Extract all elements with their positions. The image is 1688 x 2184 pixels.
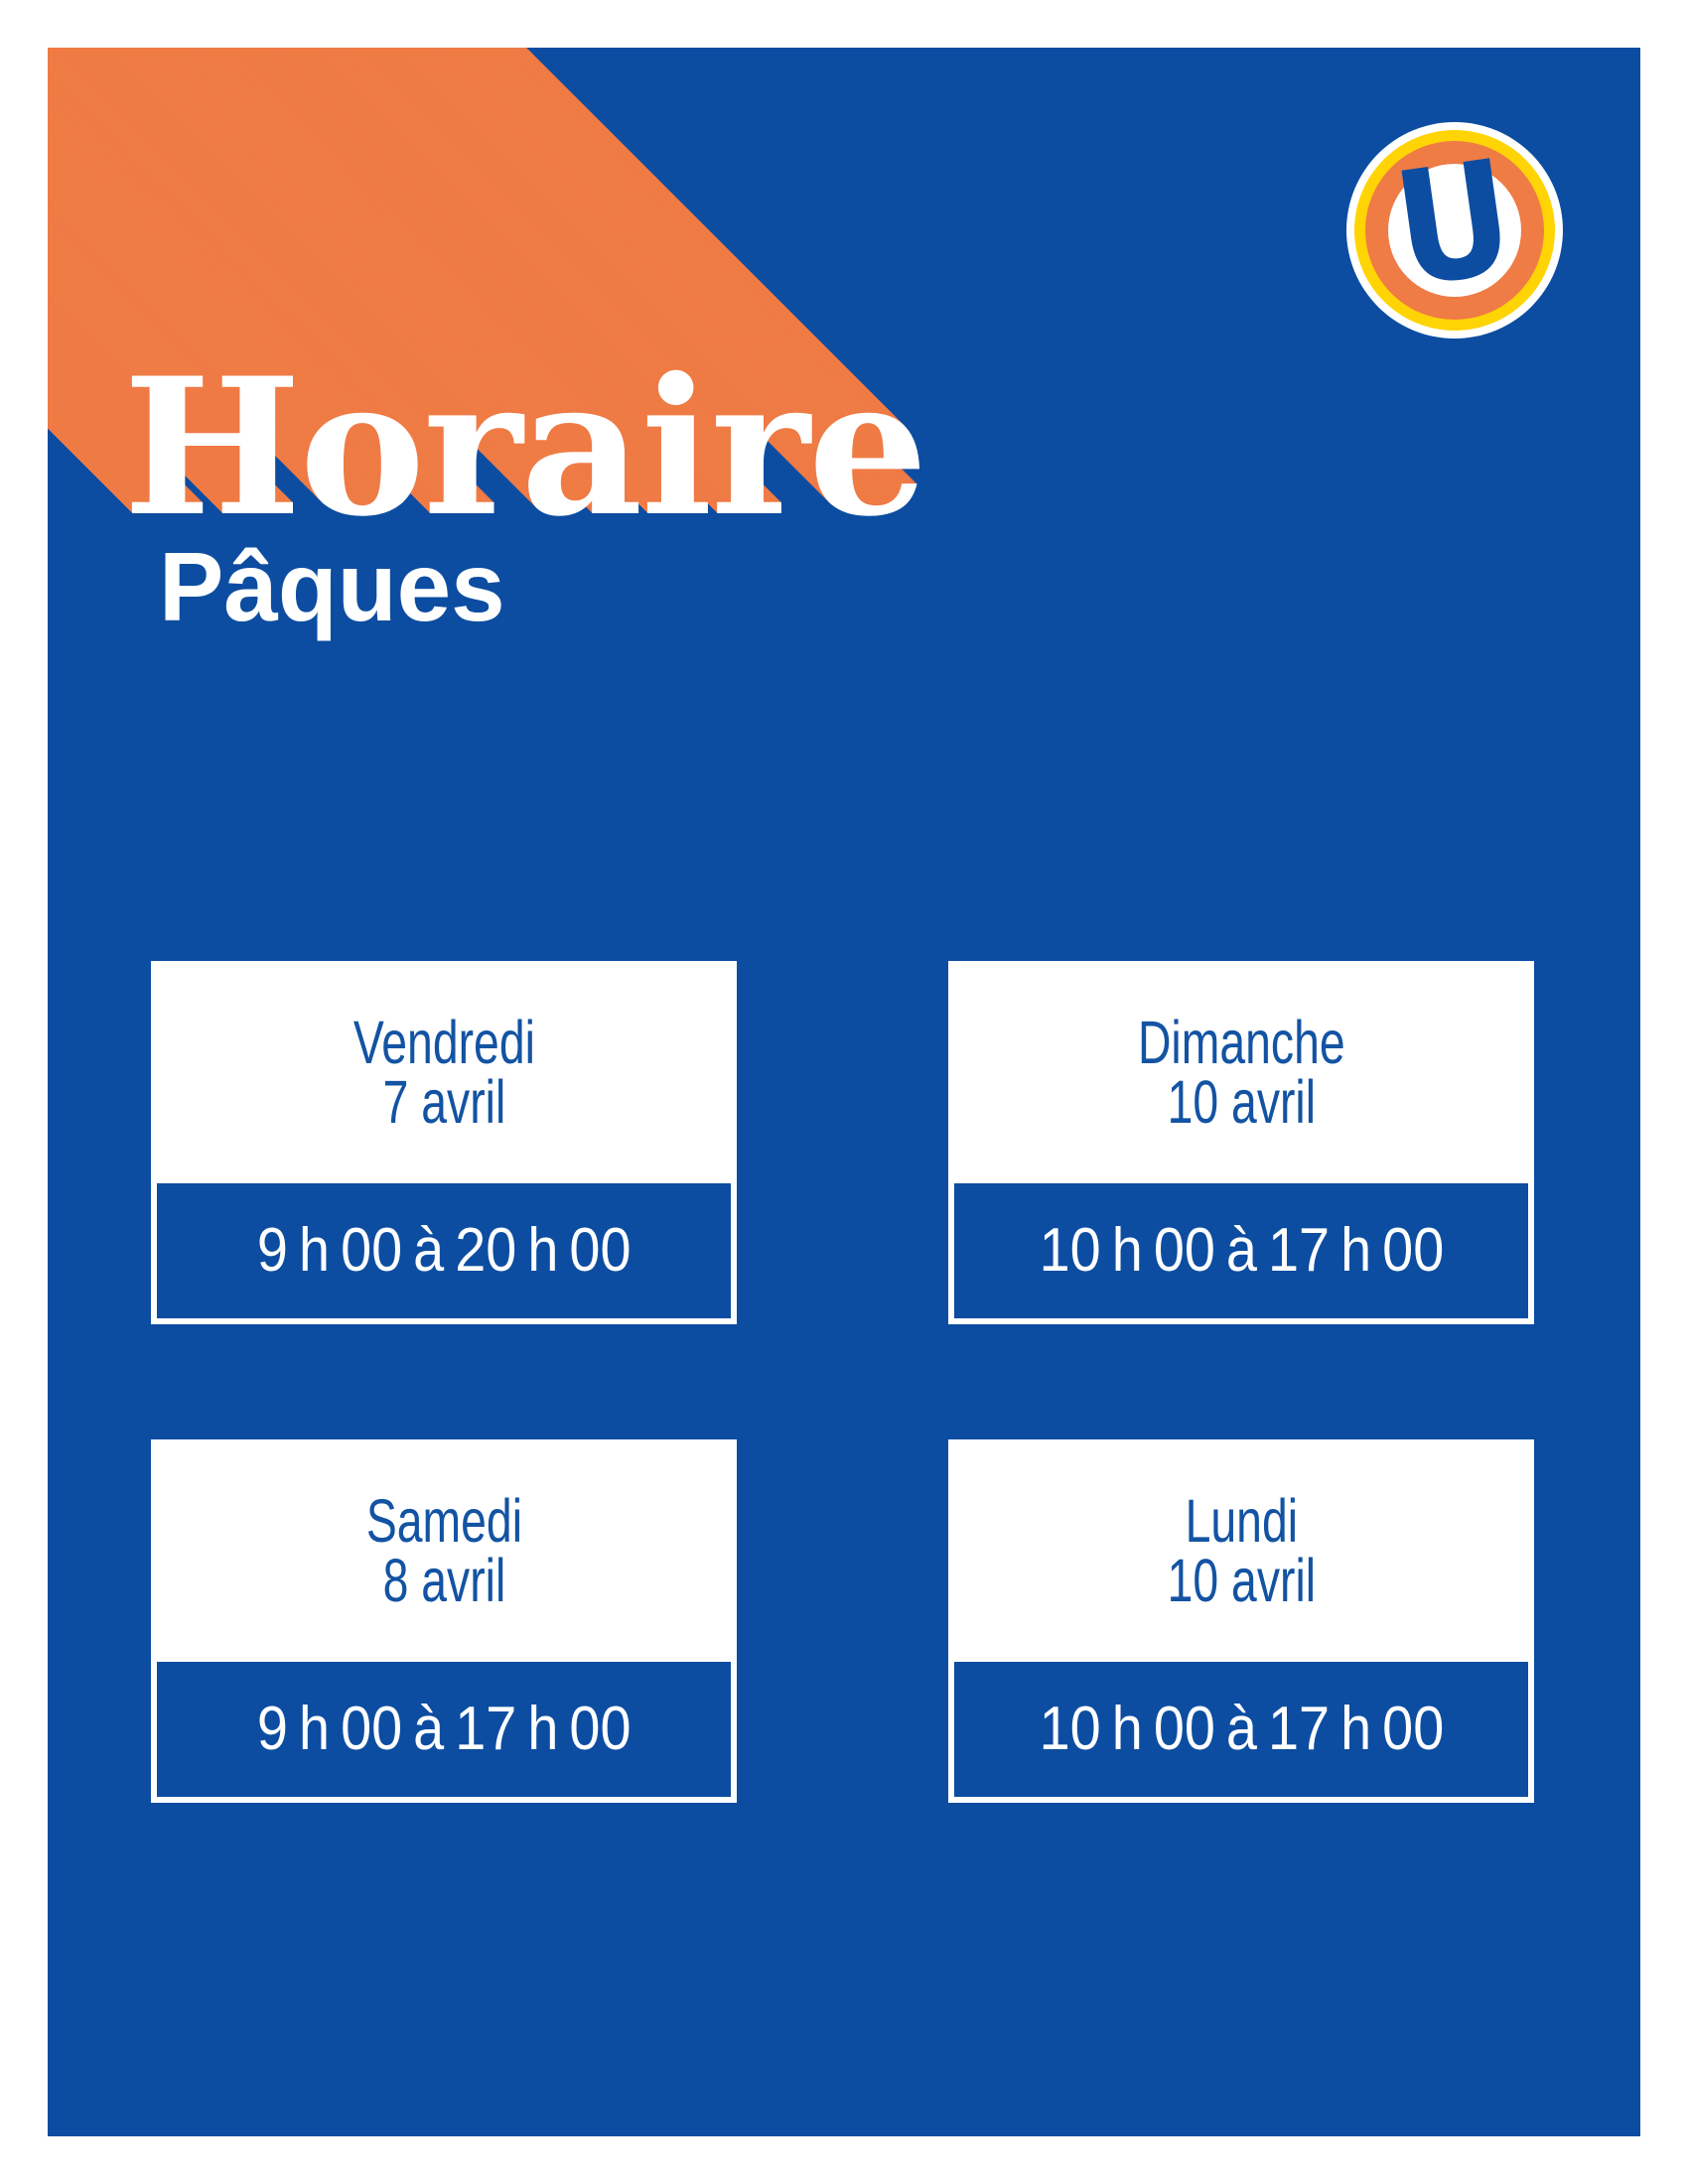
card-day-block	[352, 1009, 535, 1136]
card-day-section	[948, 961, 1534, 1183]
card-day-block	[1137, 1009, 1345, 1136]
card-day-date: 8 avril	[382, 1547, 505, 1614]
card-hours-text: 9 h 00 à 17 h 00	[256, 1695, 632, 1763]
card-hours-band	[157, 1183, 731, 1318]
card-hours-text: 9 h 00 à 20 h 00	[256, 1216, 632, 1285]
card-day-block	[365, 1487, 522, 1614]
card-day-name: Dimanche	[1137, 1009, 1345, 1076]
card-day-date: 10 avril	[1167, 1547, 1316, 1614]
schedule-card-lundi	[948, 1439, 1534, 1803]
card-day-block	[1167, 1487, 1316, 1614]
card-day-date: 10 avril	[1167, 1068, 1316, 1136]
u-brand-logo	[1346, 122, 1563, 339]
card-hours-text: 10 h 00 à 17 h 00	[1039, 1216, 1444, 1285]
schedule-card-samedi	[151, 1439, 737, 1803]
poster-subtitle: Pâques	[159, 532, 505, 641]
card-day-section	[151, 961, 737, 1183]
logo-inner-disc	[1384, 125, 1524, 324]
schedule-card-vendredi	[151, 961, 737, 1324]
logo-yellow-ring	[1354, 125, 1555, 331]
card-day-date: 7 avril	[382, 1068, 505, 1136]
poster-background	[48, 48, 1640, 2136]
card-day-name: Samedi	[365, 1487, 522, 1555]
card-day-section	[151, 1439, 737, 1662]
card-hours-band	[954, 1662, 1528, 1797]
schedule-card-dimanche	[948, 961, 1534, 1324]
logo-orange-ring	[1365, 125, 1544, 324]
card-hours-text: 10 h 00 à 17 h 00	[1039, 1695, 1444, 1763]
logo-u-letter: U	[1384, 125, 1524, 324]
card-hours-band	[157, 1662, 731, 1797]
card-day-section	[948, 1439, 1534, 1662]
card-day-name: Vendredi	[352, 1009, 535, 1076]
card-day-name: Lundi	[1185, 1487, 1298, 1555]
card-hours-band	[954, 1183, 1528, 1318]
poster-title: Horaire	[123, 337, 926, 558]
